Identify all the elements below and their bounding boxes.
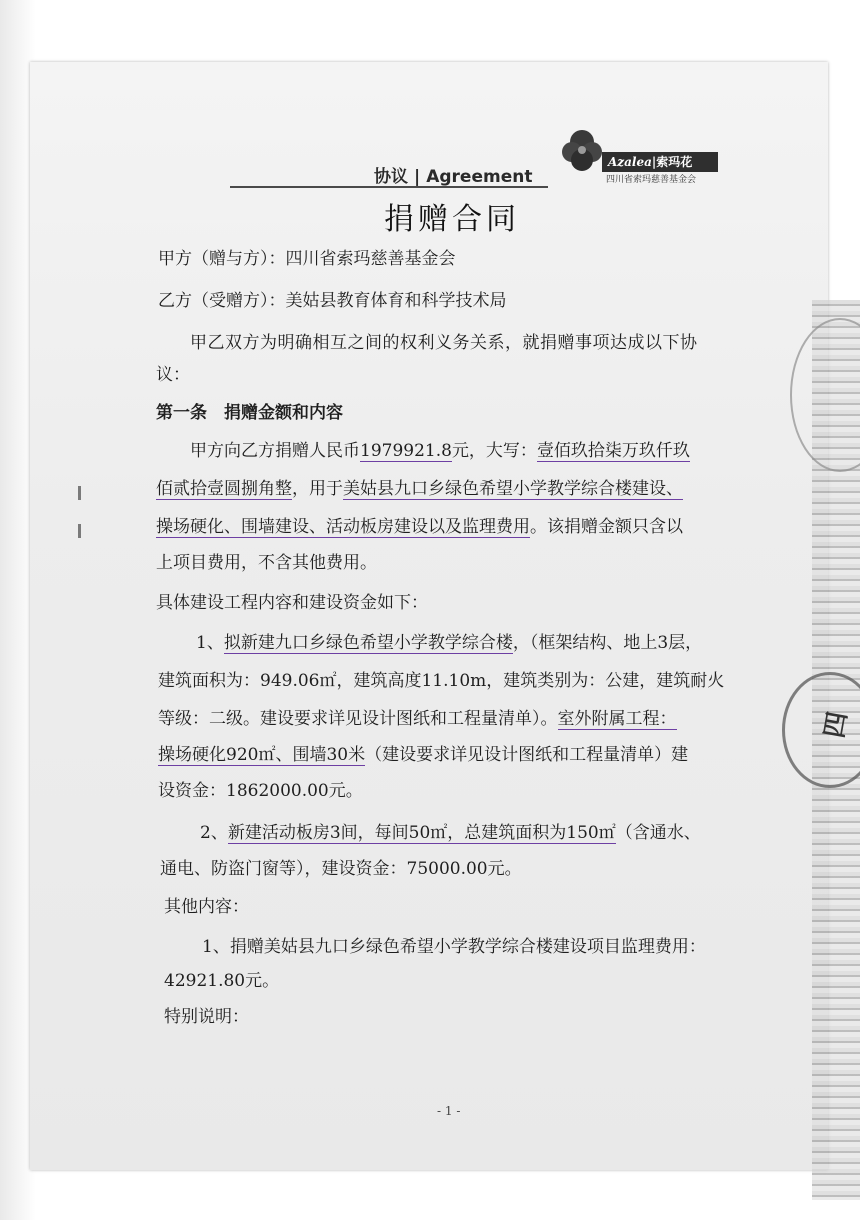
usage-project: 美姑县九口乡绿色希望小学教学综合楼建设、	[343, 479, 683, 499]
item-1-funding: 设资金：1862000.00元。	[158, 781, 363, 801]
amount-uppercase-cont: 佰贰拾壹圆捌角整	[156, 479, 292, 499]
usage-text: 。该捐赠金额只含以	[530, 517, 683, 537]
logo-brand: Azalea	[608, 155, 652, 169]
usage-text: ，用于	[292, 479, 343, 499]
page-number: - 1 -	[437, 1104, 461, 1118]
item-2	[200, 818, 701, 843]
special-notes-heading: 特别说明：	[164, 1007, 249, 1027]
header-label	[374, 162, 532, 187]
usage-line	[156, 512, 683, 537]
item-1-line-4	[158, 740, 688, 765]
item-1-line-2: 建筑面积为：949.06㎡，建筑高度11.10m，建筑类别为：公建，建筑耐火	[158, 671, 725, 691]
item-1	[196, 628, 702, 653]
other-item-1: 1、捐赠美姑县九口乡绿色希望小学教学综合楼建设项目监理费用：	[202, 937, 706, 957]
item-1-outdoor-heading: 室外附属工程：	[557, 709, 677, 729]
amount-line-2	[156, 474, 683, 499]
party-b: 乙方（受赠方）：美姑县教育体育和科学技术局	[158, 291, 507, 311]
margin-mark	[78, 524, 81, 538]
stamp-char: 四	[819, 709, 854, 741]
item-1-line-3	[158, 704, 677, 729]
other-heading: 其他内容：	[164, 897, 249, 917]
intro-line-1: 甲乙双方为明确相互之间的权利义务关系，就捐赠事项达成以下协	[190, 333, 698, 353]
header-separator: |	[414, 167, 421, 187]
usage-project-cont: 操场硬化、围墙建设、活动板房建设以及监理费用	[156, 517, 530, 537]
item-1-outdoor-detail: （建设要求详见设计图纸和工程量清单）建	[365, 745, 689, 765]
header-label-en: Agreement	[426, 167, 533, 187]
scope-line: 上项目费用，不含其他费用。	[156, 553, 377, 573]
item-1-fire-rating: 等级：二级。建设要求详见设计图纸和工程量清单）。	[158, 709, 558, 729]
construction-intro: 具体建设工程内容和建设资金如下：	[156, 593, 428, 613]
party-a: 甲方（赠与方）：四川省索玛慈善基金会	[158, 249, 456, 269]
item-1-outdoor-works: 操场硬化920㎡、围墙30米	[158, 745, 366, 765]
article-1-heading: 第一条 捐赠金额和内容	[156, 403, 343, 423]
item-2-number: 2、	[200, 823, 228, 843]
amount-line	[190, 436, 690, 461]
margin-mark	[78, 486, 81, 500]
item-2-line-2: 通电、防盗门窗等），建设资金：75000.00元。	[160, 859, 522, 879]
item-1-number: 1、	[196, 633, 224, 653]
amount-text: 甲方向乙方捐赠人民币	[190, 441, 360, 461]
amount-text: 元，大写：	[451, 441, 537, 461]
amount-figure: 1979921.8	[360, 441, 452, 461]
item-2-project: 新建活动板房3间，每间50㎡，总建筑面积为150㎡	[227, 823, 616, 843]
header-label-cn: 协议	[374, 167, 408, 187]
logo-name: 索玛花	[656, 155, 693, 169]
item-1-detail: ，（框架结构、地上3层，	[512, 633, 703, 653]
other-item-1-line-2: 42921.80元。	[164, 971, 280, 991]
foundation-logo	[556, 124, 718, 184]
logo-subtitle: 四川省索玛慈善基金会	[606, 175, 697, 185]
intro-line-2: 议：	[156, 365, 190, 385]
item-1-project: 拟新建九口乡绿色希望小学教学综合楼	[223, 633, 513, 653]
azalea-flower-icon	[560, 126, 604, 178]
document-title: 捐赠合同	[384, 202, 520, 237]
logo-band: Azalea|索玛花	[602, 152, 718, 172]
item-2-detail: （含通水、	[615, 823, 701, 843]
amount-uppercase: 壹佰玖拾柒万玖仟玖	[536, 441, 690, 461]
